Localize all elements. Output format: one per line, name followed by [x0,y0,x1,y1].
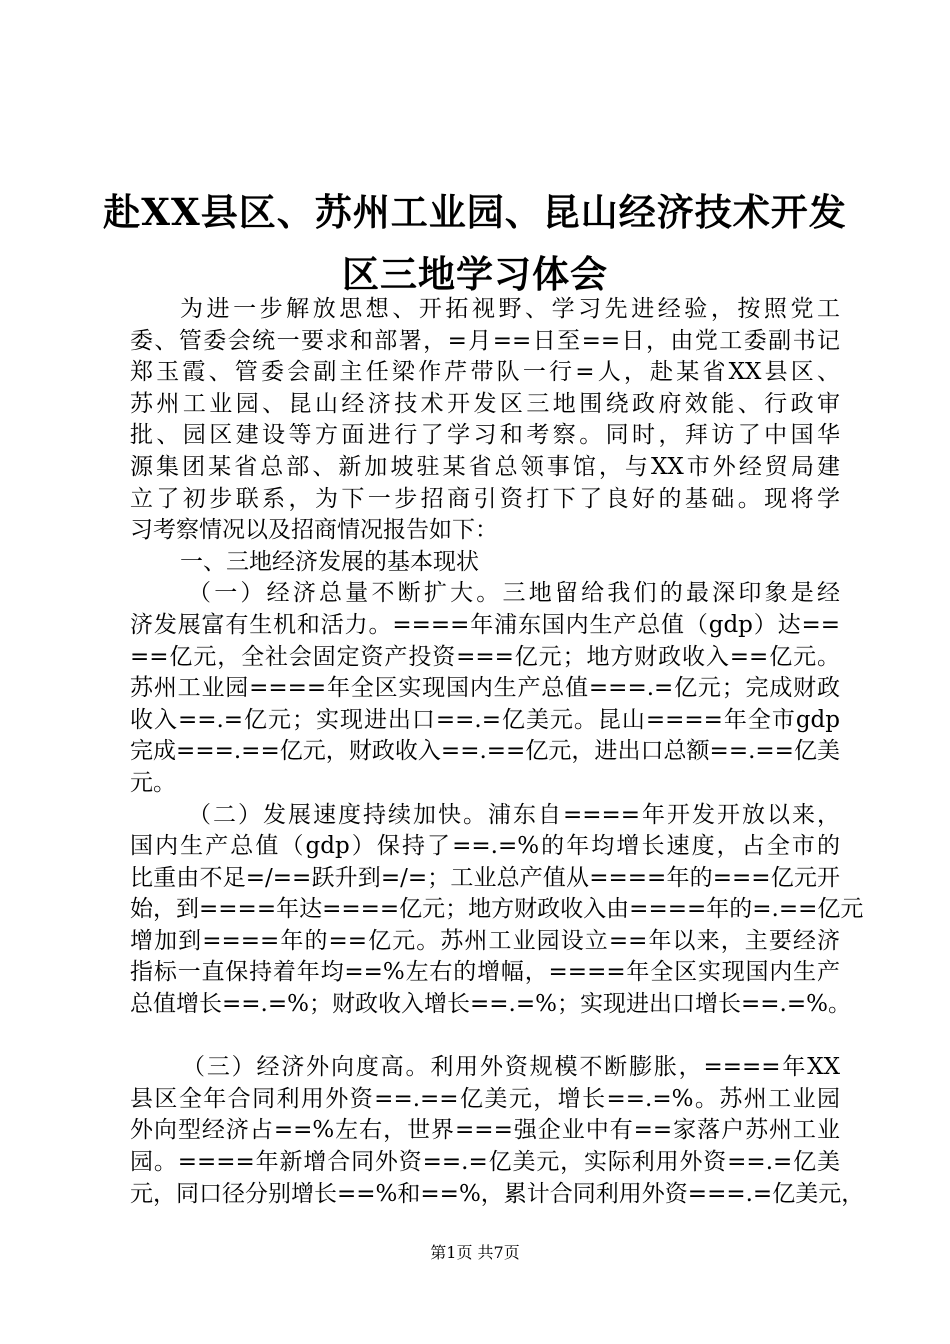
paragraph-line: 比重由不足=/==跃升到=/=；工业总产值从====年的===亿元开 [130,864,840,891]
paragraph-line: 始，到====年达====亿元；地方财政收入由====年的=.==亿元 [130,896,864,923]
paragraph-line: 总值增长==.=%；财政收入增长==.=%；实现进出口增长==.=%。 [130,991,851,1018]
paragraph-line: 济发展富有生机和活力。====年浦东国内生产总值（gdp）达== [130,611,840,638]
paragraph-line: 元，同口径分别增长==%和==%，累计合同利用外资===.=亿美元， [130,1180,865,1207]
paragraph-gap [130,1021,840,1053]
paragraph-line: 批、园区建设等方面进行了学习和考察。同时，拜访了中国华 [130,422,840,449]
paragraph-line: （一）经济总量不断扩大。三地留给我们的最深印象是经 [188,580,840,607]
paragraph-line: 习考察情况以及招商情况报告如下： [130,517,498,544]
paragraph-line: 苏州工业园、昆山经济技术开发区三地围绕政府效能、行政审 [130,390,840,417]
paragraph-line: 国内生产总值（gdp）保持了==.=%的年均增长速度，占全市的 [130,833,840,860]
paragraph-line: 增加到====年的==亿元。苏州工业园设立==年以来，主要经济 [130,927,840,954]
paragraph-line: 县区全年合同利用外资==.==亿美元，增长==.=%。苏州工业园 [130,1085,840,1112]
paragraph-line: 收入==.=亿元；实现进出口==.=亿美元。昆山====年全市gdp [130,706,840,733]
paragraph-line: 苏州工业园====年全区实现国内生产总值===.=亿元；完成财政 [130,675,840,702]
paragraph-line: ==亿元，全社会固定资产投资===亿元；地方财政收入==亿元。 [130,643,840,670]
document-title-line-2: 区三地学习体会 [342,252,608,296]
paragraph-line: 指标一直保持着年均==%左右的增幅，====年全区实现国内生产 [130,959,840,986]
document-body [130,294,865,1210]
paragraph-line: 立了初步联系，为下一步招商引资打下了良好的基础。现将学 [130,485,840,512]
paragraph-line: 为进一步解放思想、开拓视野、学习先进经验，按照党工 [180,296,840,322]
page-number-footer: 第1页 共7页 [430,1243,520,1262]
paragraph-line: （三）经济外向度高。利用外资规模不断膨胀，====年XX [182,1054,840,1081]
paragraph-line: 元。 [130,769,176,796]
paragraph-line: 委、管委会统一要求和部署，=月==日至==日，由党工委副书记 [130,327,840,354]
paragraph-line: 完成===.==亿元，财政收入==.==亿元，进出口总额==.==亿美 [130,738,840,765]
paragraph-line: （二）发展速度持续加快。浦东自====年开发开放以来， [188,801,840,828]
paragraph-line: 源集团某省总部、新加坡驻某省总领事馆，与XX市外经贸局建 [130,453,840,480]
paragraph-line: 郑玉霞、管委会副主任梁作芹带队一行=人，赴某省XX县区、 [130,359,840,386]
paragraph-line: 园。====年新增合同外资==.=亿美元，实际利用外资==.=亿美 [130,1149,840,1176]
document-title-line-1: 赴XX县区、苏州工业园、昆山经济技术开发 [103,190,847,234]
section-heading: 一、三地经济发展的基本现状 [180,548,479,575]
paragraph-line: 外向型经济占==%左右，世界===强企业中有==家落户苏州工业 [130,1117,840,1144]
